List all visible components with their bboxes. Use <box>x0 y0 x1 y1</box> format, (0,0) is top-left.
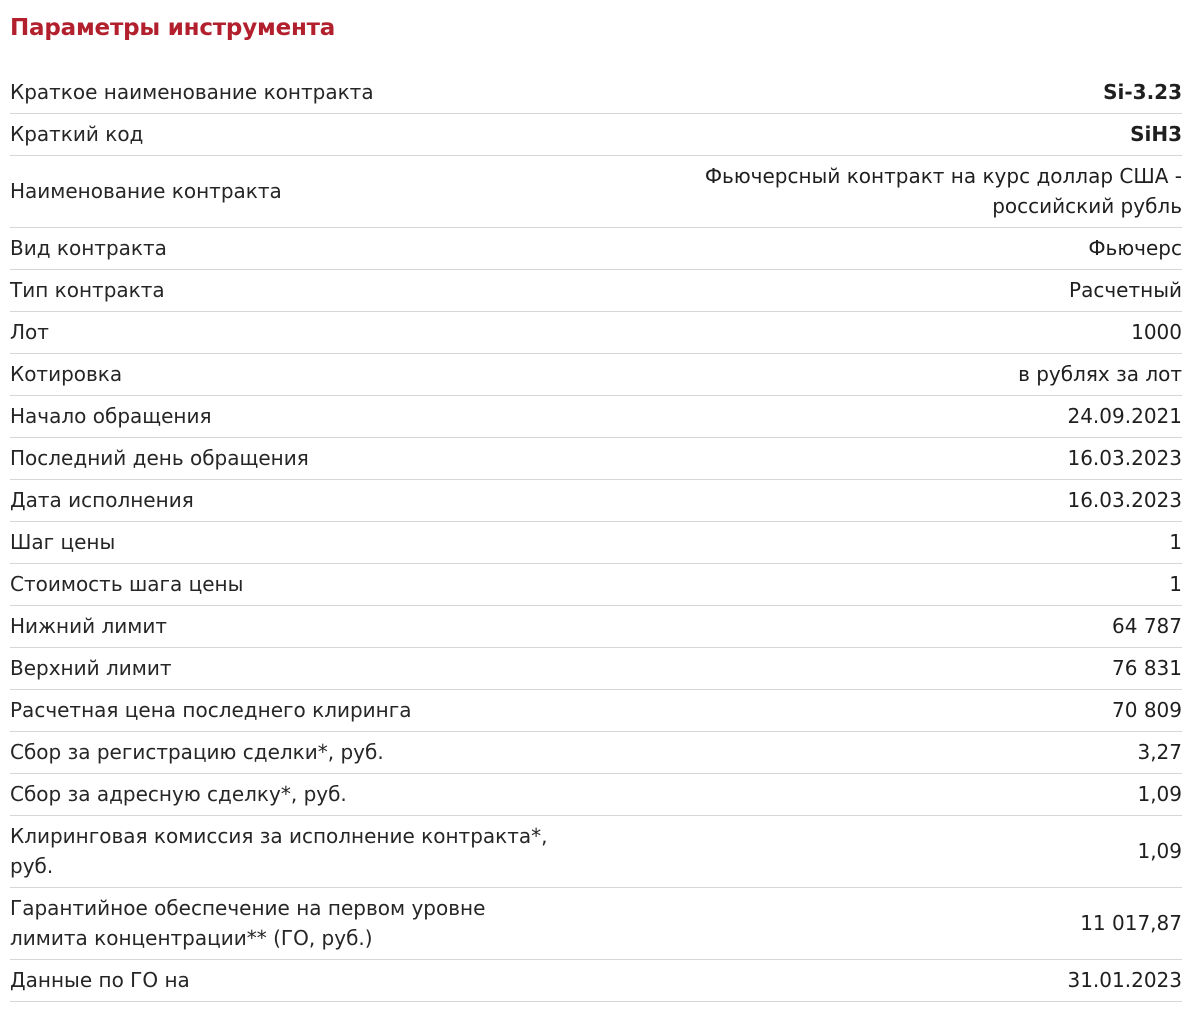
row-value: 31.01.2023 <box>1067 968 1182 992</box>
row-value: 1,09 <box>1137 782 1182 806</box>
row-label: Расчетная цена последнего клиринга <box>10 698 412 722</box>
row-value: 1000 <box>1131 320 1182 344</box>
table-row <box>10 311 1182 353</box>
row-value: в рублях за лот <box>1018 362 1182 386</box>
row-value: 1 <box>1169 572 1182 596</box>
table-row <box>10 731 1182 773</box>
row-value: SiH3 <box>1130 122 1182 146</box>
table-row <box>10 605 1182 647</box>
table-row <box>10 647 1182 689</box>
row-label: Клиринговая комиссия за исполнение контракта*, руб. <box>10 824 548 878</box>
row-label: Краткий код <box>10 122 144 146</box>
row-value: 24.09.2021 <box>1067 404 1182 428</box>
table-row <box>10 773 1182 815</box>
row-value: Фьючерс <box>1088 236 1182 260</box>
row-label: Шаг цены <box>10 530 116 554</box>
parameters-table <box>10 71 1182 1002</box>
table-row <box>10 563 1182 605</box>
row-label: Наименование контракта <box>10 179 282 203</box>
table-row <box>10 227 1182 269</box>
row-label: Последний день обращения <box>10 446 309 470</box>
parameters-table-body <box>10 71 1182 1001</box>
table-row <box>10 479 1182 521</box>
row-label: Дата исполнения <box>10 488 194 512</box>
row-label: Сбор за регистрацию сделки*, руб. <box>10 740 384 764</box>
row-label: Верхний лимит <box>10 656 172 680</box>
row-value: 16.03.2023 <box>1067 488 1182 512</box>
row-label: Тип контракта <box>10 278 165 302</box>
table-row <box>10 113 1182 155</box>
row-label: Стоимость шага цены <box>10 572 244 596</box>
table-row <box>10 959 1182 1001</box>
row-label: Котировка <box>10 362 123 386</box>
table-row <box>10 395 1182 437</box>
page-title: Параметры инструмента <box>10 15 336 41</box>
row-value: 1,09 <box>1137 839 1182 863</box>
row-value: 76 831 <box>1112 656 1182 680</box>
table-row <box>10 887 1182 959</box>
row-value: 16.03.2023 <box>1067 446 1182 470</box>
row-label: Нижний лимит <box>10 614 168 638</box>
table-row <box>10 815 1182 887</box>
row-label: Сбор за адресную сделку*, руб. <box>10 782 347 806</box>
row-value: Si-3.23 <box>1103 79 1182 104</box>
table-row <box>10 437 1182 479</box>
row-label: Данные по ГО на <box>10 968 190 992</box>
row-label: Начало обращения <box>10 404 212 428</box>
row-value: 64 787 <box>1112 614 1182 638</box>
row-value: Расчетный <box>1069 278 1182 302</box>
row-value: Фьючерсный контракт на курс доллар США - российский рубль <box>704 164 1182 218</box>
table-row <box>10 521 1182 563</box>
table-row <box>10 269 1182 311</box>
row-label: Гарантийное обеспечение на первом уровне лимита концентрации** (ГО, руб.) <box>10 896 486 950</box>
table-row <box>10 155 1182 227</box>
row-label: Лот <box>10 320 49 344</box>
table-row <box>10 689 1182 731</box>
row-value: 11 017,87 <box>1080 911 1182 935</box>
row-value: 1 <box>1169 530 1182 554</box>
row-value: 70 809 <box>1112 698 1182 722</box>
row-label: Краткое наименование контракта <box>10 79 374 104</box>
row-value: 3,27 <box>1137 740 1182 764</box>
table-row <box>10 353 1182 395</box>
row-label: Вид контракта <box>10 236 167 260</box>
table-row <box>10 71 1182 113</box>
